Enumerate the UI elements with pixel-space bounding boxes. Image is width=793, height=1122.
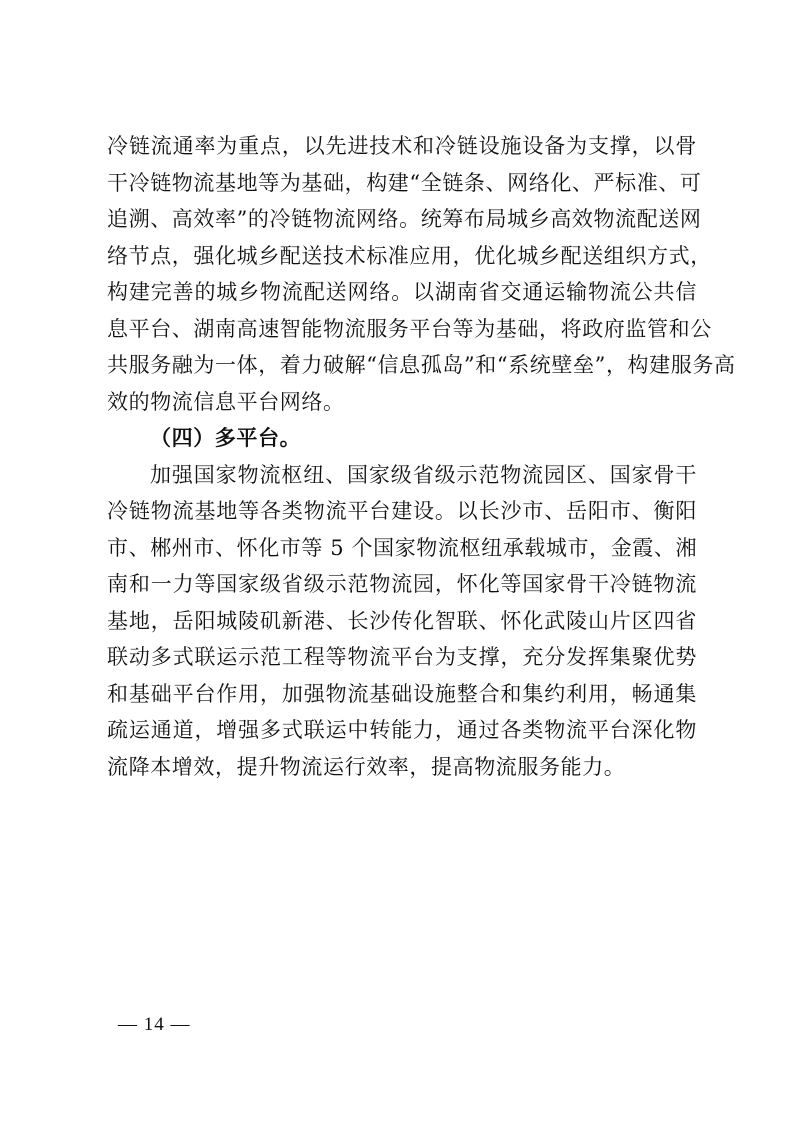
paragraph-line: 干冷链物流基地等为基础，构建“全链条、网络化、严标准、可: [107, 170, 702, 195]
paragraph-line: 基地，岳阳城陵矶新港、长沙传化智联、怀化武陵山片区四省: [107, 608, 697, 633]
paragraph-line: 效的物流信息平台网络。: [107, 389, 345, 414]
page-number: — 14 —: [118, 1014, 191, 1035]
paragraph-line: 冷链物流基地等各类物流平台建设。以长沙市、岳阳市、衡阳: [107, 499, 697, 523]
paragraph-line: 构建完善的城乡物流配送网络。以湖南省交通运输物流公共信: [107, 280, 697, 304]
paragraph-line: 冷链流通率为重点，以先进技术和冷链设施设备为支撑，以骨: [107, 134, 697, 158]
paragraph-line: 和基础平台作用，加强物流基础设施整合和集约利用，畅通集: [107, 681, 697, 706]
paragraph-line: 疏运通道，增强多式联运中转能力，通过各类物流平台深化物: [107, 718, 697, 742]
paragraph-line: 市、郴州市、怀化市等 5 个国家物流枢纽承载城市，金霞、湘: [107, 535, 698, 560]
paragraph-line: 加强国家物流枢纽、国家级省级示范物流园区、国家骨干: [150, 462, 697, 487]
paragraph-line: 流降本增效，提升物流运行效率，提高物流服务能力。: [107, 754, 626, 779]
paragraph-line: 联动多式联运示范工程等物流平台为支撑，充分发挥集聚优势: [107, 645, 697, 669]
paragraph-line: 追溯、高效率”的冷链物流网络。统筹布局城乡高效物流配送网: [107, 207, 702, 231]
paragraph-line: 息平台、湖南高速智能物流服务平台等为基础，将政府监管和公: [107, 316, 712, 341]
paragraph-line: 络节点，强化城乡配送技术标准应用，优化城乡配送组织方式，: [107, 243, 712, 268]
paragraph-line: 共服务融为一体，着力破解“信息孤岛”和“系统壁垒”，构建服务高: [107, 353, 736, 377]
section-heading: （四）多平台。: [150, 426, 302, 450]
paragraph-line: 南和一力等国家级省级示范物流园，怀化等国家骨干冷链物流: [107, 572, 697, 596]
body-text: [107, 128, 736, 785]
